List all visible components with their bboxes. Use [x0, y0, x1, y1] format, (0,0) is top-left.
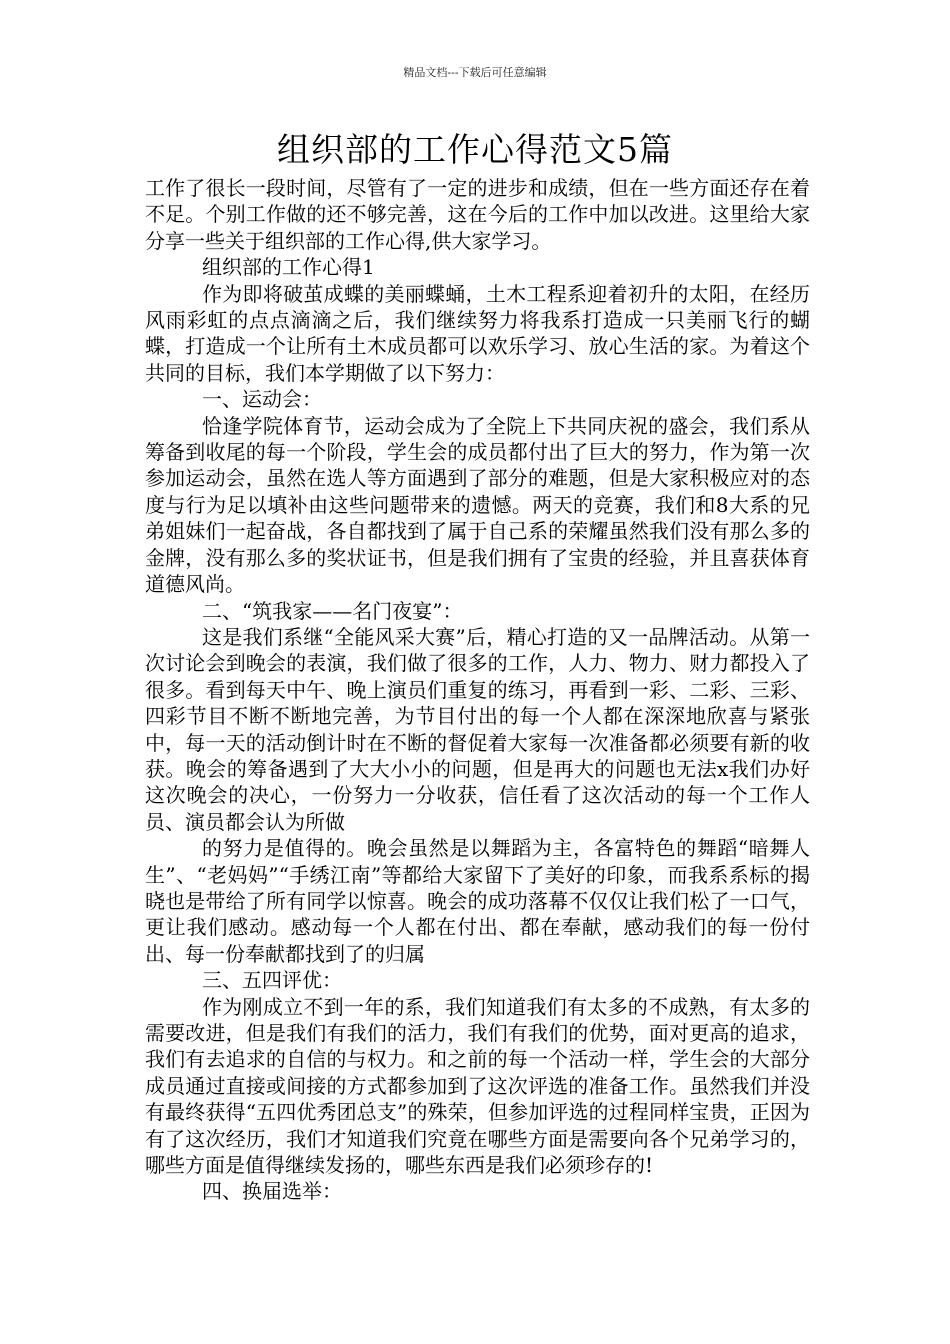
- section-heading: 四、换届选举：: [202, 1179, 342, 1204]
- section-heading: 三、五四评优：: [202, 968, 342, 993]
- body-paragraph: 作为刚成立不到一年的系，我们知道我们有太多的不成熟，有太多的需要改进，但是我们有我们的活力，我们有我们的优势，面对更高的追求，我们有去追求的自信的与权力。和之前的每一个活动一样，学生会的大部分成员通过直接或间接的方式都参加到了这次评选的准备工作。虽然我们并没有最终获得“五四优秀团总支”的殊荣，但参加评选的过程同样宝贵，正因为有了这次经历，我们才知道我们究竟在哪些方面是需要向各个兄弟学习的，哪些方面是值得继续发扬的，哪些东西是我们必须珍存的!: [145, 994, 810, 1178]
- section-heading: 二、“筑我家——名门夜宴”：: [202, 598, 463, 623]
- body-paragraph: 的努力是值得的。晚会虽然是以舞蹈为主，各富特色的舞蹈“暗舞人生”、“老妈妈”“手绣江南”等都给大家留下了美好的印象，而我系系标的揭晓也是带给了所有同学以惊喜。晚会的成功落幕不仅仅让我们松了一口气，更让我们感动。感动每一个人都在付出、都在奉献，感动我们的每一份付出、每一份奉献都找到了的归属: [145, 836, 810, 966]
- section-heading: 一、运动会：: [202, 387, 322, 412]
- page-title: 组织部的工作心得范文5篇: [277, 130, 673, 169]
- document-body: [145, 175, 810, 1205]
- header-note: 精品文档---下载后可任意编辑: [403, 66, 547, 79]
- intro-paragraph: 工作了很长一段时间，尽管有了一定的进步和成绩，但在一些方面还存在着不足。个别工作做的还不够完善，这在今后的工作中加以改进。这里给大家分享一些关于组织部的工作心得,供大家学习。: [145, 176, 810, 253]
- body-paragraph: 这是我们系继“全能风采大赛”后，精心打造的又一品牌活动。从第一次讨论会到晚会的表演，我们做了很多的工作，人力、物力、财力都投入了很多。看到每天中午、晚上演员们重复的练习，再看到一彩、二彩、三彩、四彩节目不断不断地完善，为节目付出的每一个人都在深深地欣喜与紧张中，每一天的活动倒计时在不断的督促着大家每一次准备都必须要有新的收获。晚会的筹备遇到了大大小小的问题，但是再大的问题也无法x我们办好这次晚会的决心，一份努力一分收获，信任看了这次活动的每一个工作人员、演员都会认为所做: [145, 624, 810, 834]
- body-paragraph: 恰逢学院体育节，运动会成为了全院上下共同庆祝的盛会，我们系从筹备到收尾的每一个阶段，学生会的成员都付出了巨大的努力，作为第一次参加运动会，虽然在选人等方面遇到了部分的难题，但是大家积极应对的态度与行为足以填补由这些问题带来的遗憾。两天的竞赛，我们和8大系的兄弟姐妹们一起奋战，各自都找到了属于自己系的荣耀虽然我们没有那么多的金牌，没有那么多的奖状证书，但是我们拥有了宝贵的经验，并且喜获体育道德风尚。: [145, 413, 810, 597]
- body-paragraph: 作为即将破茧成蝶的美丽蝶蛹，土木工程系迎着初升的太阳，在经历风雨彩虹的点点滴滴之后，我们继续努力将我系打造成一只美丽飞行的蝴蝶，打造成一个让所有土木成员都可以欢乐学习、放心生活的家。为着这个共同的目标，我们本学期做了以下努力：: [145, 281, 810, 385]
- section-heading: 组织部的工作心得1: [202, 255, 375, 280]
